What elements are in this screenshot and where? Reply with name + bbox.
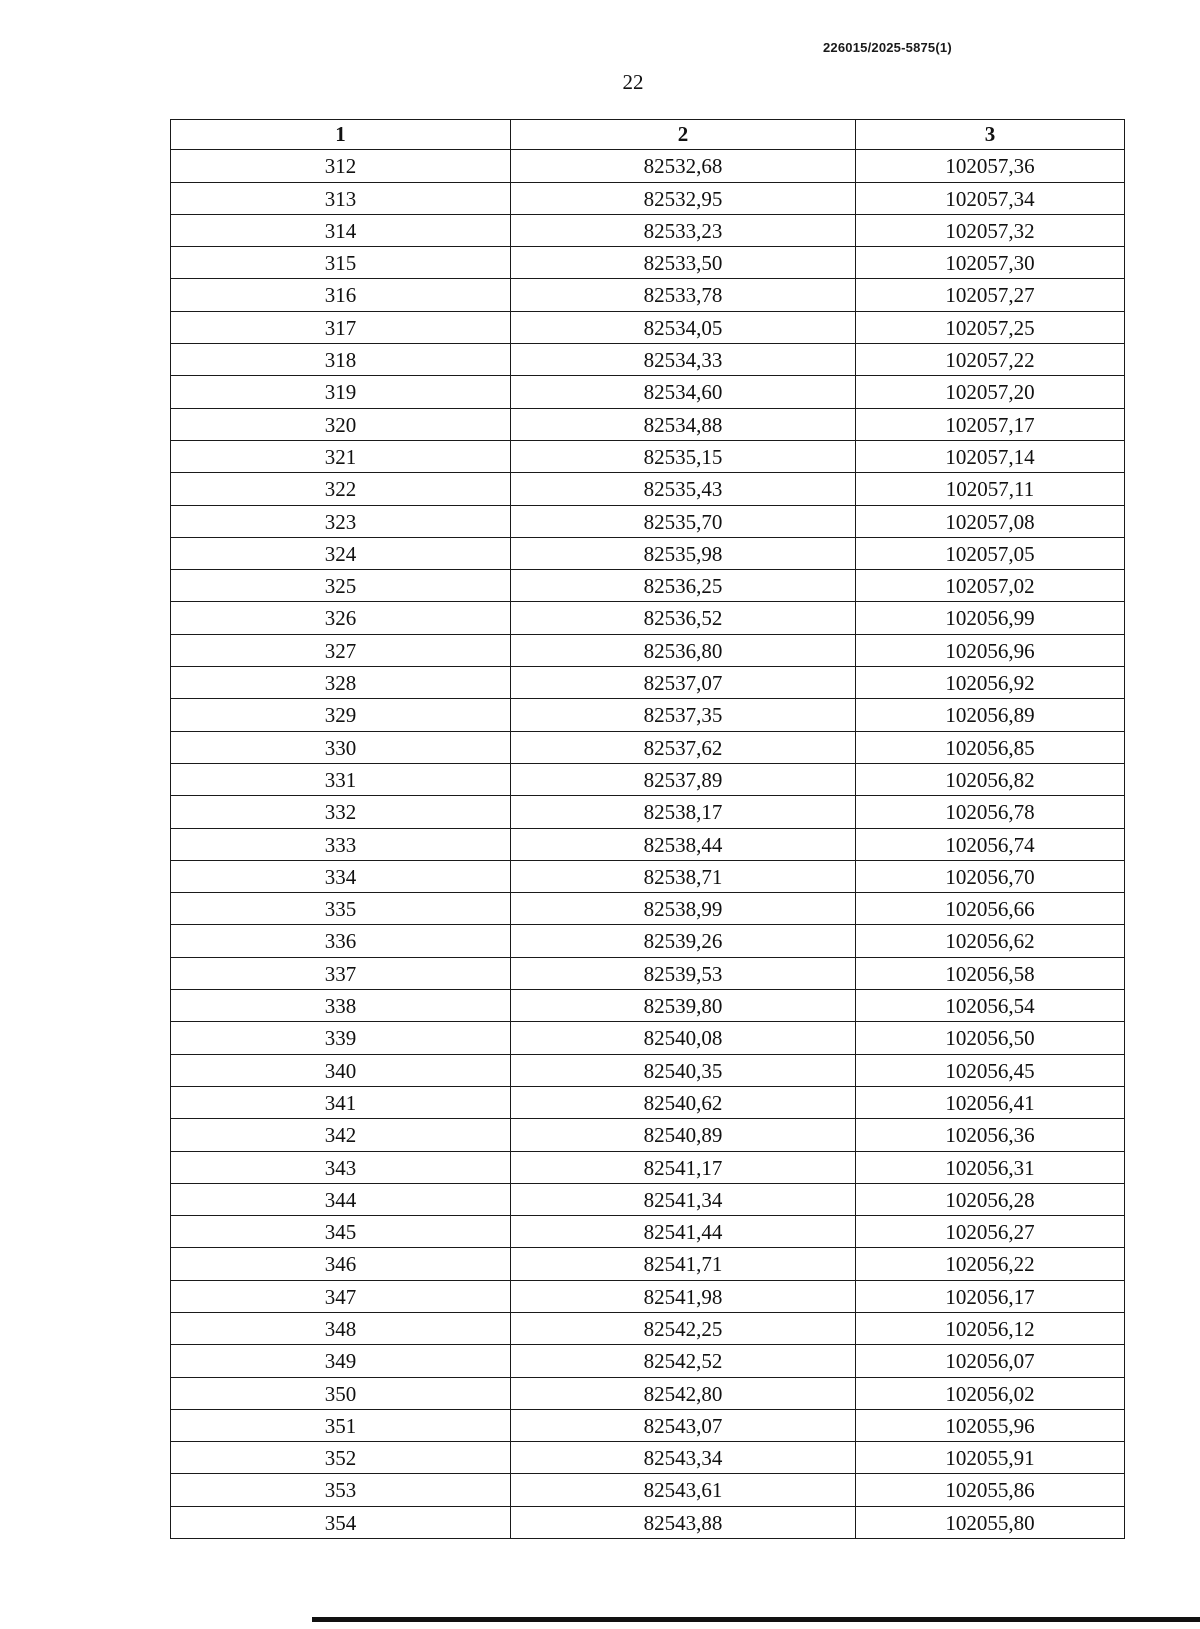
y-coordinate-cell: 102057,11	[856, 473, 1125, 505]
table-row	[171, 667, 1125, 699]
x-coordinate-cell: 82538,44	[511, 828, 856, 860]
x-coordinate-cell: 82536,25	[511, 570, 856, 602]
column-header-1: 1	[171, 120, 511, 150]
table-row	[171, 1506, 1125, 1538]
y-coordinate-cell: 102056,22	[856, 1248, 1125, 1280]
table-row	[171, 1248, 1125, 1280]
table-row	[171, 1054, 1125, 1086]
point-number-cell: 332	[171, 796, 511, 828]
y-coordinate-cell: 102057,22	[856, 344, 1125, 376]
y-coordinate-cell: 102056,17	[856, 1280, 1125, 1312]
point-number-cell: 330	[171, 731, 511, 763]
y-coordinate-cell: 102056,41	[856, 1086, 1125, 1118]
table-row	[171, 990, 1125, 1022]
x-coordinate-cell: 82540,08	[511, 1022, 856, 1054]
y-coordinate-cell: 102056,28	[856, 1183, 1125, 1215]
x-coordinate-cell: 82537,07	[511, 667, 856, 699]
y-coordinate-cell: 102056,07	[856, 1345, 1125, 1377]
point-number-cell: 339	[171, 1022, 511, 1054]
point-number-cell: 351	[171, 1409, 511, 1441]
y-coordinate-cell: 102056,92	[856, 667, 1125, 699]
x-coordinate-cell: 82538,71	[511, 860, 856, 892]
y-coordinate-cell: 102057,25	[856, 311, 1125, 343]
y-coordinate-cell: 102055,96	[856, 1409, 1125, 1441]
point-number-cell: 315	[171, 247, 511, 279]
y-coordinate-cell: 102056,54	[856, 990, 1125, 1022]
y-coordinate-cell: 102057,05	[856, 537, 1125, 569]
y-coordinate-cell: 102056,45	[856, 1054, 1125, 1086]
table-row	[171, 763, 1125, 795]
y-coordinate-cell: 102055,80	[856, 1506, 1125, 1538]
point-number-cell: 323	[171, 505, 511, 537]
x-coordinate-cell: 82542,52	[511, 1345, 856, 1377]
y-coordinate-cell: 102056,66	[856, 893, 1125, 925]
point-number-cell: 317	[171, 311, 511, 343]
x-coordinate-cell: 82543,07	[511, 1409, 856, 1441]
table-row	[171, 1086, 1125, 1118]
column-header-2: 2	[511, 120, 856, 150]
y-coordinate-cell: 102056,27	[856, 1216, 1125, 1248]
table-row	[171, 796, 1125, 828]
column-header-3: 3	[856, 120, 1125, 150]
y-coordinate-cell: 102056,99	[856, 602, 1125, 634]
table-row	[171, 699, 1125, 731]
point-number-cell: 340	[171, 1054, 511, 1086]
table-row	[171, 957, 1125, 989]
y-coordinate-cell: 102056,62	[856, 925, 1125, 957]
point-number-cell: 344	[171, 1183, 511, 1215]
point-number-cell: 326	[171, 602, 511, 634]
y-coordinate-cell: 102057,27	[856, 279, 1125, 311]
table-row	[171, 860, 1125, 892]
y-coordinate-cell: 102056,58	[856, 957, 1125, 989]
y-coordinate-cell: 102056,50	[856, 1022, 1125, 1054]
point-number-cell: 322	[171, 473, 511, 505]
table-row	[171, 537, 1125, 569]
table-row	[171, 925, 1125, 957]
point-number-cell: 354	[171, 1506, 511, 1538]
x-coordinate-cell: 82535,70	[511, 505, 856, 537]
y-coordinate-cell: 102056,85	[856, 731, 1125, 763]
x-coordinate-cell: 82543,61	[511, 1474, 856, 1506]
y-coordinate-cell: 102057,30	[856, 247, 1125, 279]
point-number-cell: 338	[171, 990, 511, 1022]
x-coordinate-cell: 82539,26	[511, 925, 856, 957]
table-body	[171, 150, 1125, 1539]
table-row	[171, 344, 1125, 376]
x-coordinate-cell: 82536,80	[511, 634, 856, 666]
point-number-cell: 316	[171, 279, 511, 311]
y-coordinate-cell: 102057,14	[856, 440, 1125, 472]
page-number: 22	[622, 70, 644, 94]
point-number-cell: 353	[171, 1474, 511, 1506]
y-coordinate-cell: 102056,96	[856, 634, 1125, 666]
document-number: 226015/2025-5875(1)	[823, 40, 952, 55]
y-coordinate-cell: 102056,70	[856, 860, 1125, 892]
table-row	[171, 1409, 1125, 1441]
x-coordinate-cell: 82541,34	[511, 1183, 856, 1215]
point-number-cell: 327	[171, 634, 511, 666]
point-number-cell: 325	[171, 570, 511, 602]
bottom-rule	[312, 1617, 1200, 1622]
table-row	[171, 731, 1125, 763]
x-coordinate-cell: 82536,52	[511, 602, 856, 634]
table-row	[171, 634, 1125, 666]
x-coordinate-cell: 82534,05	[511, 311, 856, 343]
x-coordinate-cell: 82543,88	[511, 1506, 856, 1538]
x-coordinate-cell: 82542,80	[511, 1377, 856, 1409]
y-coordinate-cell: 102055,91	[856, 1442, 1125, 1474]
point-number-cell: 347	[171, 1280, 511, 1312]
table-row	[171, 1442, 1125, 1474]
point-number-cell: 336	[171, 925, 511, 957]
table-row	[171, 1345, 1125, 1377]
point-number-cell: 318	[171, 344, 511, 376]
y-coordinate-cell: 102057,17	[856, 408, 1125, 440]
point-number-cell: 341	[171, 1086, 511, 1118]
table-row	[171, 893, 1125, 925]
point-number-cell: 343	[171, 1151, 511, 1183]
point-number-cell: 331	[171, 763, 511, 795]
y-coordinate-cell: 102056,12	[856, 1312, 1125, 1344]
table-row	[171, 1377, 1125, 1409]
x-coordinate-cell: 82540,62	[511, 1086, 856, 1118]
x-coordinate-cell: 82533,23	[511, 214, 856, 246]
x-coordinate-cell: 82538,99	[511, 893, 856, 925]
x-coordinate-cell: 82541,44	[511, 1216, 856, 1248]
table-row	[171, 408, 1125, 440]
x-coordinate-cell: 82535,98	[511, 537, 856, 569]
x-coordinate-cell: 82541,98	[511, 1280, 856, 1312]
y-coordinate-cell: 102057,02	[856, 570, 1125, 602]
point-number-cell: 342	[171, 1119, 511, 1151]
coordinates-table	[170, 119, 1125, 1539]
point-number-cell: 312	[171, 150, 511, 182]
point-number-cell: 335	[171, 893, 511, 925]
table-header-row	[171, 120, 1125, 150]
point-number-cell: 348	[171, 1312, 511, 1344]
y-coordinate-cell: 102056,31	[856, 1151, 1125, 1183]
point-number-cell: 352	[171, 1442, 511, 1474]
table-row	[171, 247, 1125, 279]
table-row	[171, 602, 1125, 634]
x-coordinate-cell: 82535,43	[511, 473, 856, 505]
x-coordinate-cell: 82541,71	[511, 1248, 856, 1280]
x-coordinate-cell: 82543,34	[511, 1442, 856, 1474]
x-coordinate-cell: 82540,89	[511, 1119, 856, 1151]
point-number-cell: 321	[171, 440, 511, 472]
y-coordinate-cell: 102056,82	[856, 763, 1125, 795]
table-row	[171, 505, 1125, 537]
point-number-cell: 313	[171, 182, 511, 214]
x-coordinate-cell: 82532,95	[511, 182, 856, 214]
y-coordinate-cell: 102057,36	[856, 150, 1125, 182]
point-number-cell: 328	[171, 667, 511, 699]
table-row	[171, 1474, 1125, 1506]
point-number-cell: 345	[171, 1216, 511, 1248]
table-row	[171, 376, 1125, 408]
y-coordinate-cell: 102057,20	[856, 376, 1125, 408]
x-coordinate-cell: 82534,88	[511, 408, 856, 440]
x-coordinate-cell: 82534,60	[511, 376, 856, 408]
y-coordinate-cell: 102056,02	[856, 1377, 1125, 1409]
y-coordinate-cell: 102056,78	[856, 796, 1125, 828]
x-coordinate-cell: 82539,53	[511, 957, 856, 989]
table-row	[171, 1022, 1125, 1054]
y-coordinate-cell: 102056,36	[856, 1119, 1125, 1151]
table-row	[171, 182, 1125, 214]
point-number-cell: 314	[171, 214, 511, 246]
point-number-cell: 337	[171, 957, 511, 989]
table-row	[171, 1119, 1125, 1151]
table-row	[171, 1280, 1125, 1312]
point-number-cell: 350	[171, 1377, 511, 1409]
table-row	[171, 473, 1125, 505]
x-coordinate-cell: 82533,50	[511, 247, 856, 279]
table-row	[171, 150, 1125, 182]
x-coordinate-cell: 82535,15	[511, 440, 856, 472]
point-number-cell: 320	[171, 408, 511, 440]
x-coordinate-cell: 82537,35	[511, 699, 856, 731]
x-coordinate-cell: 82539,80	[511, 990, 856, 1022]
y-coordinate-cell: 102057,32	[856, 214, 1125, 246]
y-coordinate-cell: 102056,89	[856, 699, 1125, 731]
table-row	[171, 1312, 1125, 1344]
point-number-cell: 319	[171, 376, 511, 408]
table-row	[171, 1151, 1125, 1183]
table-row	[171, 1216, 1125, 1248]
x-coordinate-cell: 82542,25	[511, 1312, 856, 1344]
x-coordinate-cell: 82537,89	[511, 763, 856, 795]
table-row	[171, 311, 1125, 343]
table-row	[171, 570, 1125, 602]
x-coordinate-cell: 82538,17	[511, 796, 856, 828]
table-row	[171, 1183, 1125, 1215]
table-row	[171, 828, 1125, 860]
x-coordinate-cell: 82537,62	[511, 731, 856, 763]
point-number-cell: 349	[171, 1345, 511, 1377]
point-number-cell: 334	[171, 860, 511, 892]
table-row	[171, 279, 1125, 311]
y-coordinate-cell: 102056,74	[856, 828, 1125, 860]
y-coordinate-cell: 102057,08	[856, 505, 1125, 537]
point-number-cell: 329	[171, 699, 511, 731]
table-row	[171, 440, 1125, 472]
y-coordinate-cell: 102055,86	[856, 1474, 1125, 1506]
point-number-cell: 346	[171, 1248, 511, 1280]
table-row	[171, 214, 1125, 246]
x-coordinate-cell: 82541,17	[511, 1151, 856, 1183]
point-number-cell: 324	[171, 537, 511, 569]
x-coordinate-cell: 82532,68	[511, 150, 856, 182]
y-coordinate-cell: 102057,34	[856, 182, 1125, 214]
x-coordinate-cell: 82534,33	[511, 344, 856, 376]
x-coordinate-cell: 82533,78	[511, 279, 856, 311]
x-coordinate-cell: 82540,35	[511, 1054, 856, 1086]
point-number-cell: 333	[171, 828, 511, 860]
